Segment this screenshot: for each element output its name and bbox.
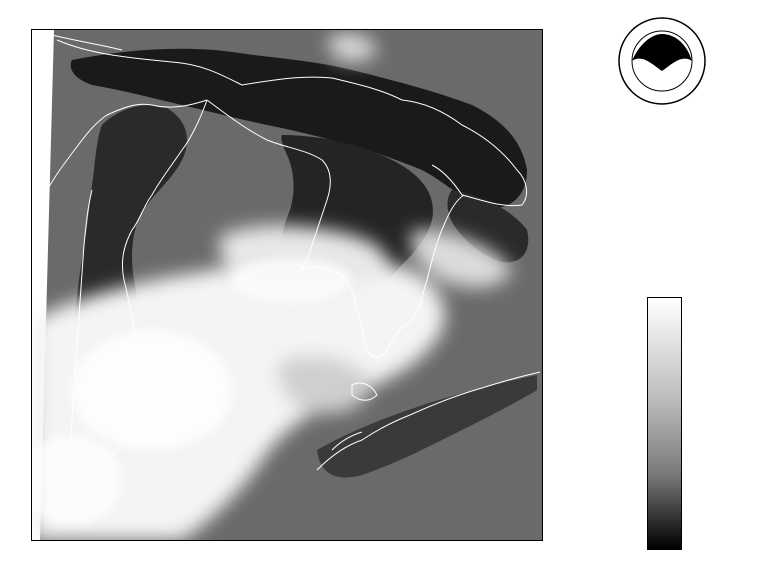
satellite-map <box>32 30 542 540</box>
reflectance-colorbar <box>647 297 682 550</box>
noaa-logo <box>617 16 707 106</box>
satellite-image-panel <box>31 29 543 541</box>
